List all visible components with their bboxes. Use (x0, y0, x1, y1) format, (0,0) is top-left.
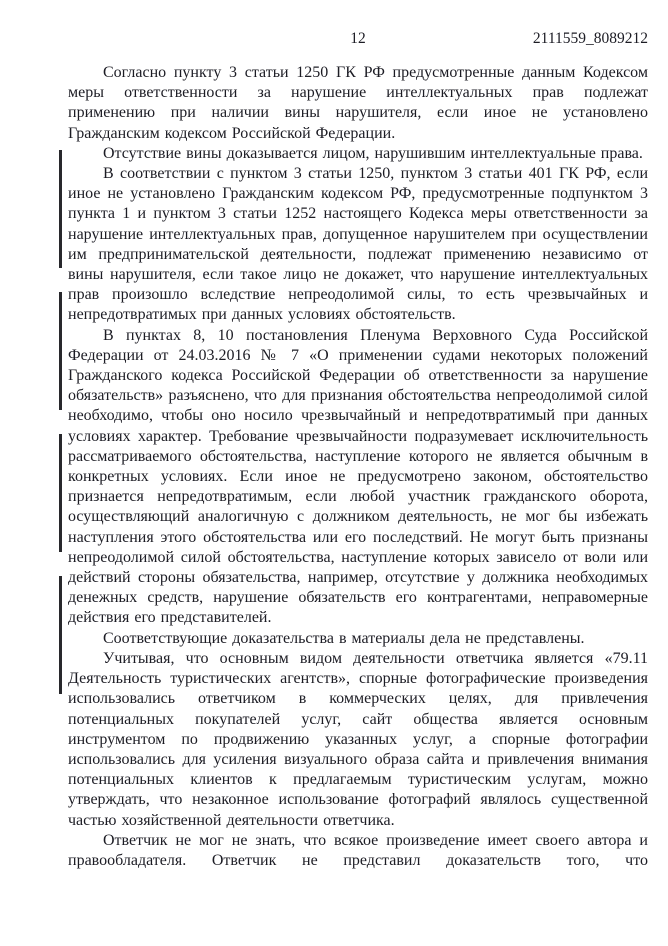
scan-artifact-line (59, 150, 62, 710)
paragraph-plenum-resolution-7: В пунктах 8, 10 постановления Пленума Верховного Суда Российской Федерации от 24.03.2016 № 7 «О применении судами некоторых положений Гражданского кодекса Российской Федерации об ответственности за нарушение обязательств» разъяснено, что для признания обстоятельства непреодолимой силой необходимо, чтобы оно носило чрезвычайный и непредотвратимый при данных условиях характер. Требование чрезвычайности подразумевает исключительность рассматриваемого обстоятельства, наступление которого не является обычным в конкретных условиях. Если иное не предусмотрено законом, обстоятельство признается непредотвратимым, если любой участник гражданского оборота, осуществляющий аналогичную с должником деятельность, не мог бы избежать наступления этого обстоятельства или его последствий. Не могут быть признаны непреодолимой силой обстоятельства, наступление которых зависело от воли или действий стороны обязательства, например, отсутствие у должника необходимых денежных средств, нарушение обязательств его контрагентами, неправомерные действия его представителей. (68, 326, 648, 627)
paragraph-liability-art1250: Согласно пункту 3 статьи 1250 ГК РФ предусмотренные данным Кодексом меры ответственности за нарушение интеллектуальных прав подлежат применению при наличии вины нарушителя, если иное не установлено Гражданским кодексом Российской Федерации. (68, 64, 648, 142)
page-number: 12 (350, 30, 366, 47)
paragraph-art401-force-majeure: В соответствии с пунктом 3 статьи 1250, пунктом 3 статьи 401 ГК РФ, если иное не установлено Гражданским кодексом РФ, предусмотренные подпунктом 3 пункта 1 и пунктом 3 статьи 1252 настоящего Кодекса меры ответственности за нарушение интеллектуальных прав, допущенное нарушителем при осуществлении им предпринимательской деятельности, подлежат применению независимо от вины нарушителя, если такое лицо не докажет, что нарушение интеллектуальных прав произошло вследствие непреодолимой силы, то есть чрезвычайных и непредотвратимых при данных условиях обстоятельств. (68, 165, 648, 324)
paragraph-defendant-knowledge: Ответчик не мог не знать, что всякое произведение имеет своего автора и правообладателя. Ответчик не представил доказательств того, что (68, 831, 648, 869)
document-code: 2111559_8089212 (532, 30, 648, 47)
paragraph-absence-of-guilt: Отсутствие вины доказывается лицом, нарушившим интеллектуальные права. (103, 144, 643, 162)
paragraph-defendant-activity: Учитывая, что основным видом деятельности ответчика является «79.11 Деятельность туристических агентств», спорные фотографические произведения использовались ответчиком в коммерческих целях, для привлечения потенциальных покупателей услуг, сайт общества является основным инструментом по продвижению указанных услуг, а спорные фотографии использовались для усиления визуального образа сайта и привлечения внимания потенциальных клиентов к предлагаемым туристическим услугам, можно утверждать, что незаконное использование фотографий являлось существенной частью хозяйственной деятельности ответчика. (68, 649, 648, 829)
paragraph-no-evidence: Соответствующие доказательства в материалы дела не представлены. (103, 629, 585, 647)
document-body (68, 63, 648, 871)
page-header (68, 30, 648, 48)
